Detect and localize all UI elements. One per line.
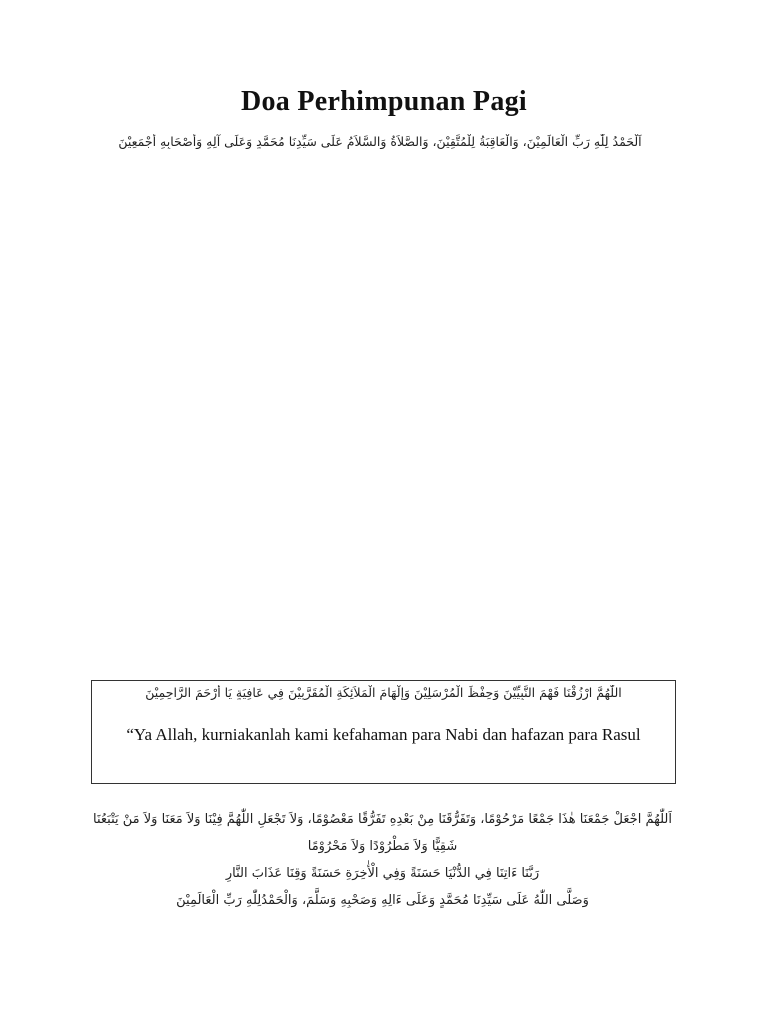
closing-line-2: شَقِيًّا وَلاَ مَطْرُوْدًا وَلاَ مَحْرُوْمًا xyxy=(307,839,458,854)
opening-prayer-arabic: اَلْحَمْدُ لِلّٰهِ رَبِّ الْعَالَمِيْنَ، وَالْعَاقِبَةُ لِلْمُتَّقِيْنَ، وَالصَّلاَةُ وَالسَّلاَمُ عَلَى سَيِّدِنَا مُحَمَّدٍ وَعَلَى آلِهِ وَأَصْحَابِهِ أَجْمَعِيْنَ xyxy=(118,134,642,149)
closing-line-1: اَللّٰهُمَّ اجْعَلْ جَمْعَنَا هٰذَا جَمْعًا مَرْحُوْمًا، وَتَفَرُّقَنَا مِنْ بَعْدِهِ تَفَرُّقًا مَعْصُوْمًا، وَلاَ تَجْعَلِ اللّٰهُمَّ فِيْنَا وَلاَ مَعَنَا وَلاَ مَنْ يَتْبَعُنَا xyxy=(93,812,672,827)
closing-line-3: رَبَّنَا ءَاتِنَا فِي الدُّنْيَا حَسَنَةً وَفِي الْأٰخِرَةِ حَسَنَةً وَقِنَا عَذَابَ النَّارِ xyxy=(225,866,540,881)
prayer-box xyxy=(91,680,676,784)
document-title: Doa Perhimpunan Pagi xyxy=(240,86,528,117)
closing-line-4: وَصَلَّى اللّٰهُ عَلَى سَيِّدِنَا مُحَمَّدٍ وَعَلَى ءَالِهِ وَصَحْبِهِ وَسَلَّمَ، وَالْحَمْدُلِلّٰهِ رَبِّ الْعَالَمِيْنَ xyxy=(176,893,589,908)
closing-prayer xyxy=(90,806,675,914)
prayer-box-translation: “Ya Allah, kurniakanlah kami kefahaman para Nabi dan hafazan para Rasul xyxy=(126,725,641,744)
prayer-box-arabic: اللّٰهُمَّ ارْزُقْنَا فَهْمَ النَّبِيِّيْنَ وَحِفْظَ الْمُرْسَلِيْنَ وَإِلْهَامَ الْمَلاَئِكَةِ الْمُقَرَّبِيْنَ فِي عَافِيَةٍ يَا أَرْحَمَ الرَّاحِمِيْنَ xyxy=(145,685,622,700)
